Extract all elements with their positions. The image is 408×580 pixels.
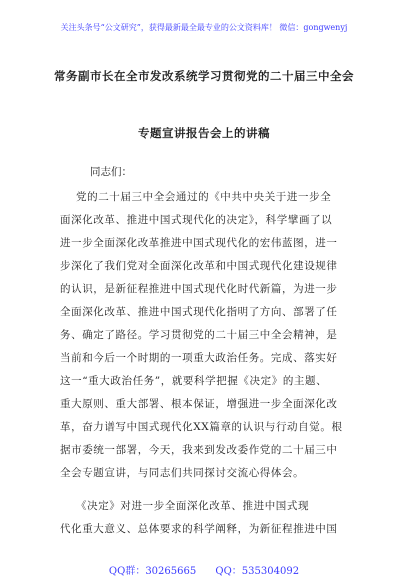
header-banner: 关注头条号“公文研究”，获得最新最全最专业的公文资料库！ 微信：gongwenyj: [60, 23, 348, 32]
paragraph-1-line: 党的二十届三中全会通过的《中共中央关于进一步全: [76, 191, 332, 203]
paragraph-1-line: 革，奋力谱写中国式现代化XX篇章的认识与行动自觉。根: [60, 421, 343, 433]
footer-qq-group: QQ群：30265665: [108, 566, 197, 577]
document-title-line1: 常务副市长在全市发改系统学习贯彻党的二十届三中全会: [54, 69, 354, 83]
paragraph-2-line: 《决定》对进一步全面深化改革、推进中国式现: [76, 500, 310, 512]
paragraph-1-line: 面深化改革、推进中国式现代化的决定》，科学擘画了以: [60, 214, 333, 226]
paragraph-1-line: 的认识，是新征程推进中国式现代化时代新篇，为进一步: [60, 283, 338, 295]
paragraph-1-line: 全会专题宣讲，与同志们共同探讨交流心得体会。: [60, 467, 305, 479]
paragraph-1-line: 进一步全面深化改革推进中国式现代化的宏伟蓝图，进一: [60, 237, 338, 249]
paragraph-1-line: 步深化了我们党对全面深化改革和中国式现代化建设规律: [60, 260, 338, 272]
footer-qq: QQ：535304092: [215, 566, 300, 577]
paragraph-1-line: 这一“重大政治任务”，就要科学把握《决定》的主题、: [60, 375, 328, 387]
footer-contact: [0, 562, 408, 577]
document-title-line2: 专题宣讲报告会上的讲稿: [138, 126, 270, 140]
greeting: 同志们：: [90, 166, 132, 178]
paragraph-1-line: 当前和今后一个时期的一项重大政治任务。完成、落实好: [60, 352, 338, 364]
paragraph-2-line: 代化重大意义、总体要求的科学阐释，为新征程推进中国: [60, 523, 338, 535]
paragraph-1-line: 务、确定了路径。学习贯彻党的二十届三中全会精神，是: [60, 329, 338, 341]
paragraph-1-line: 全面深化改革、推进中国式现代化指明了方向、部署了任: [60, 306, 338, 318]
paragraph-1-line: 据市委统一部署，今天，我来到发改委作党的二十届三中: [60, 444, 338, 456]
paragraph-1-line: 重大原则、重大部署、根本保证，增强进一步全面深化改: [60, 398, 338, 410]
